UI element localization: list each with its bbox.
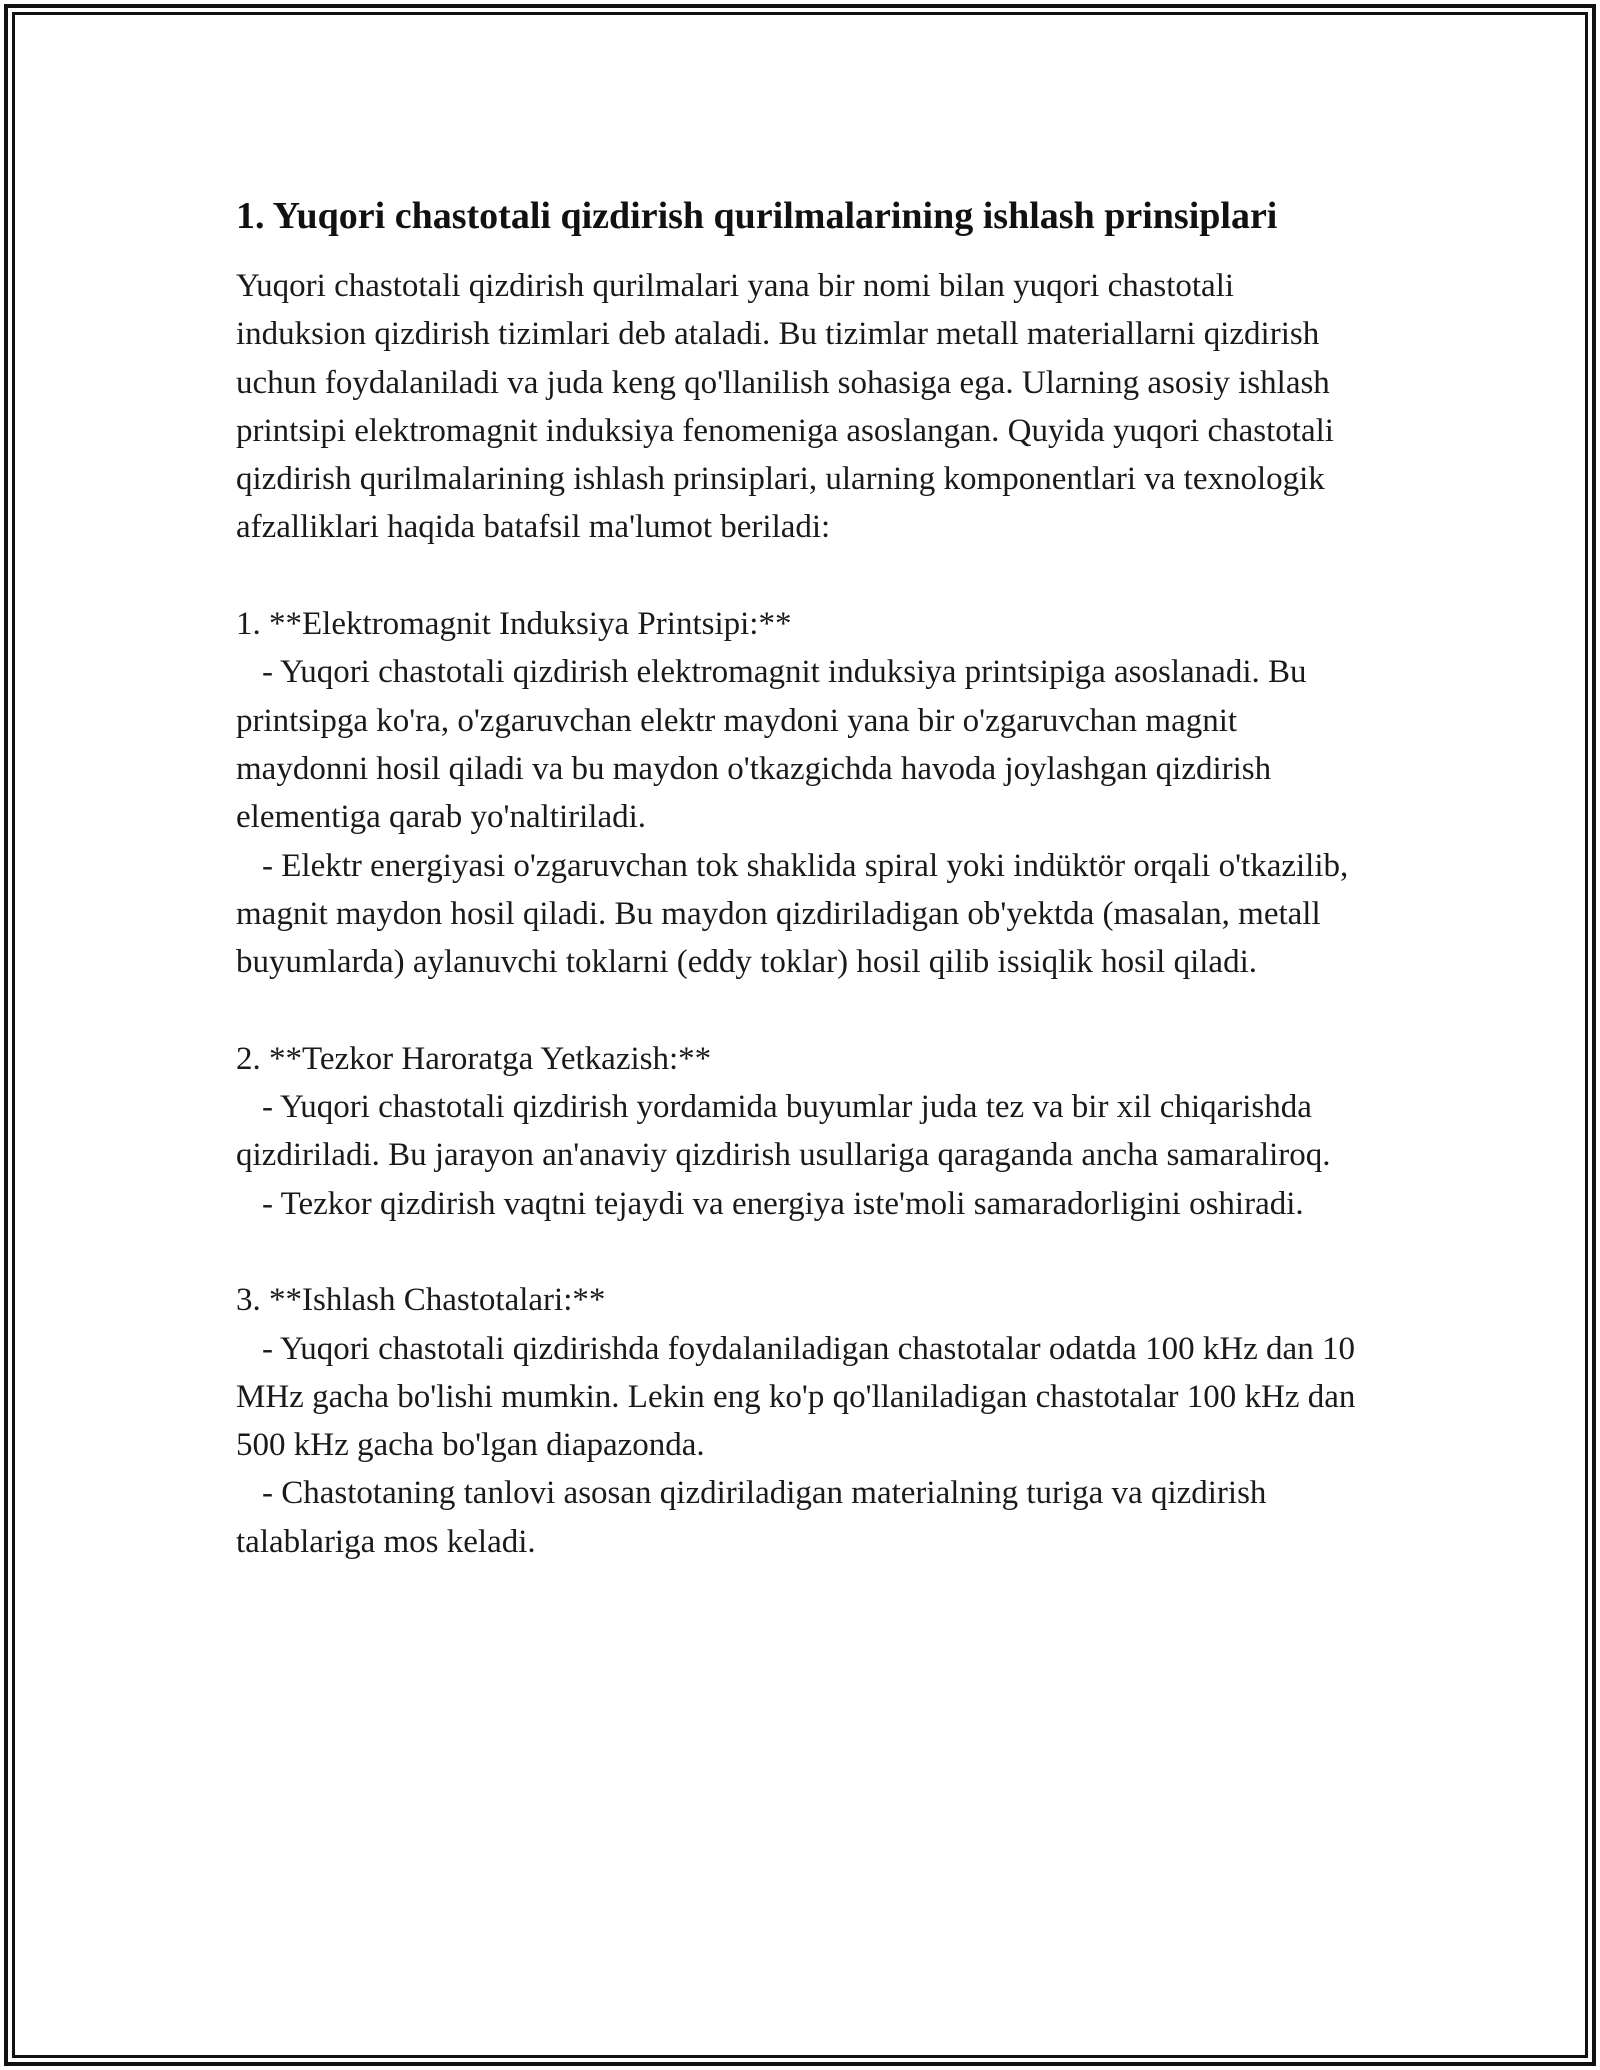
section-heading: 3. **Ishlash Chastotalari:** <box>236 1282 606 1319</box>
bullet-item: - Yuqori chastotali qizdirish yordamida buyumlar juda tez va bir xil chiqarishda qizdiriladi. Bu jarayon an'anaviy qizdirish usullariga qaraganda ancha samaraliroq. <box>236 1089 1331 1174</box>
bullet-item: - Chastotaning tanlovi asosan qizdiriladigan materialning turiga va qizdirish talablariga mos keladi. <box>236 1475 1267 1560</box>
paragraph-gap <box>236 1228 1366 1276</box>
bullet-item: - Yuqori chastotali qizdirishda foydalaniladigan chastotalar odatda 100 kHz dan 10 MHz gacha bo'lishi mumkin. Lekin eng ko'p qo'llaniladigan chastotalar 100 kHz dan 500 kHz gacha bo'lgan diapazonda. <box>236 1330 1356 1464</box>
document-title: 1. Yuqori chastotali qizdirish qurilmalarining ishlash prinsiplari <box>236 195 1278 237</box>
bullet-item: - Tezkor qizdirish vaqtni tejaydi va energiya iste'moli samaradorligini oshiradi. <box>262 1185 1304 1222</box>
intro-paragraph: Yuqori chastotali qizdirish qurilmalari yana bir nomi bilan yuqori chastotali induksion qizdirish tizimlari deb ataladi. Bu tizimlar metall materiallarni qizdirish uchun foydalaniladi va juda keng qo'llanilish sohasiga ega. Ularning asosiy ishlash printsipi elektromagnit induksiya fenomeniga asoslangan. Quyida yuqori chastotali qizdirish qurilmalarining ishlash prinsiplari, ularning komponentlari va texnologik afzalliklari haqida batafsil ma'lumot beriladi: <box>236 268 1343 546</box>
paragraph-gap <box>236 986 1366 1034</box>
bullet-item: - Elektr energiyasi o'zgaruvchan tok shaklida spiral yoki indüktör orqali o'tkazilib, magnit maydon hosil qiladi. Bu maydon qizdiriladigan ob'yektda (masalan, metall buyumlarda) aylanuvchi toklarni (eddy toklar) hosil qilib issiqlik hosil qiladi. <box>236 847 1349 981</box>
section-2 <box>236 1035 1366 1228</box>
section-heading: 2. **Tezkor Haroratga Yetkazish:** <box>236 1040 712 1077</box>
bullet-item: - Yuqori chastotali qizdirish elektromagnit induksiya printsipiga asoslanadi. Bu printsipga ko'ra, o'zgaruvchan elektr maydoni yana bir o'zgaruvchan magnit maydonni hosil qiladi va bu maydon o'tkazgichda havoda joylashgan qizdirish elementiga qarab yo'naltiriladi. <box>236 654 1307 836</box>
section-heading: 1. **Elektromagnit Induksiya Printsipi:** <box>236 606 792 643</box>
section-1 <box>236 600 1366 986</box>
document-body <box>236 188 1366 1566</box>
paragraph-gap <box>236 552 1366 600</box>
section-3 <box>236 1276 1366 1566</box>
